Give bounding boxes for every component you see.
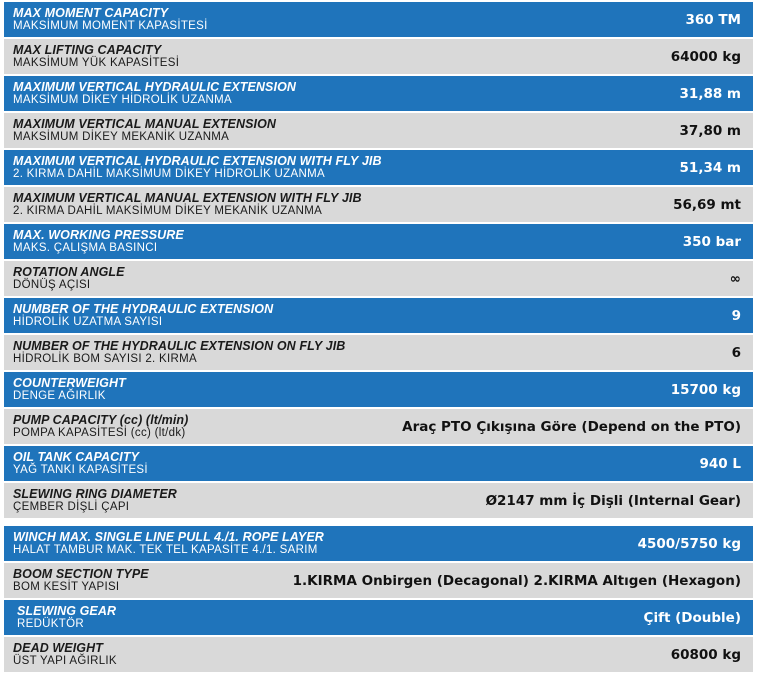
spec-value: 56,69 mt bbox=[673, 196, 741, 213]
spec-name-en: MAXIMUM VERTICAL HYDRAULIC EXTENSION bbox=[13, 79, 297, 94]
spec-name-tr: MAKSİMUM DİKEY MEKANİK UZANMA bbox=[13, 130, 230, 143]
spec-name-en: WINCH MAX. SINGLE LINE PULL 4./1. ROPE LAYER bbox=[13, 529, 324, 544]
spec-row bbox=[4, 150, 753, 185]
spec-label bbox=[13, 451, 148, 477]
spec-value: ∞ bbox=[729, 270, 741, 287]
spec-name-tr: DENGE AĞIRLIK bbox=[13, 389, 106, 402]
spec-row bbox=[4, 446, 753, 481]
spec-name-en: PUMP CAPACITY (cc) (lt/min) bbox=[13, 412, 189, 427]
spec-name-tr: MAKSİMUM MOMENT KAPASİTESİ bbox=[13, 19, 208, 32]
spec-label bbox=[13, 568, 149, 594]
spec-value: Çift (Double) bbox=[643, 609, 741, 626]
spec-name-tr: DÖNÜŞ AÇISI bbox=[13, 278, 91, 291]
spec-row bbox=[4, 409, 753, 444]
spec-label bbox=[13, 642, 117, 668]
spec-row bbox=[4, 335, 753, 370]
spec-value: 31,88 m bbox=[679, 85, 741, 102]
spec-name-en: SLEWING GEAR bbox=[17, 603, 117, 618]
spec-row bbox=[4, 372, 753, 407]
spec-name-en: ROTATION ANGLE bbox=[13, 264, 125, 279]
spec-value: 37,80 m bbox=[679, 122, 741, 139]
spec-row bbox=[4, 39, 753, 74]
spec-name-en: BOOM SECTION TYPE bbox=[13, 566, 149, 581]
spec-name-tr: YAĞ TANKI KAPASİTESİ bbox=[13, 463, 148, 476]
spec-label bbox=[13, 266, 125, 292]
spec-label bbox=[13, 414, 188, 440]
spec-row bbox=[4, 298, 753, 333]
spec-row bbox=[4, 76, 753, 111]
spec-row bbox=[4, 113, 753, 148]
spec-name-tr: REDÜKTÖR bbox=[17, 617, 84, 630]
spec-row bbox=[4, 224, 753, 259]
spec-label bbox=[13, 118, 276, 144]
spec-name-tr: ÇEMBER DİŞLİ ÇAPI bbox=[13, 500, 130, 513]
spec-row bbox=[4, 563, 753, 598]
spec-value: 360 TM bbox=[685, 11, 741, 28]
spec-value: 15700 kg bbox=[670, 381, 741, 398]
spec-label bbox=[13, 192, 362, 218]
spec-label bbox=[13, 605, 116, 631]
spec-name-tr: BOM KESİT YAPISI bbox=[13, 580, 120, 593]
spec-label bbox=[13, 155, 382, 181]
spec-name-en: SLEWING RING DIAMETER bbox=[13, 486, 177, 501]
spec-label bbox=[13, 531, 324, 557]
spec-value: 1.KIRMA Onbirgen (Decagonal) 2.KIRMA Altıgen (Hexagon) bbox=[292, 572, 741, 589]
spec-name-tr: HİDROLİK BOM SAYISI 2. KIRMA bbox=[13, 352, 197, 365]
spec-value: 350 bar bbox=[682, 233, 741, 250]
spec-value: 60800 kg bbox=[670, 646, 741, 663]
spec-name-tr: MAKS. ÇALIŞMA BASINCI bbox=[13, 241, 158, 254]
spec-row bbox=[4, 2, 753, 37]
spec-row bbox=[4, 526, 753, 561]
spec-value: 940 L bbox=[699, 455, 741, 472]
spec-value: 9 bbox=[731, 307, 741, 324]
spec-label bbox=[13, 488, 177, 514]
spec-value: 6 bbox=[731, 344, 741, 361]
spec-name-en: COUNTERWEIGHT bbox=[13, 375, 126, 390]
spec-name-en: MAX. WORKING PRESSURE bbox=[13, 227, 184, 242]
spec-name-en: OIL TANK CAPACITY bbox=[13, 449, 140, 464]
spec-label bbox=[13, 81, 296, 107]
spec-name-en: MAX LIFTING CAPACITY bbox=[13, 42, 162, 57]
spec-row bbox=[4, 261, 753, 296]
spec-label bbox=[13, 229, 184, 255]
spec-value: Ø2147 mm İç Dişli (Internal Gear) bbox=[485, 492, 741, 509]
spec-name-en: MAXIMUM VERTICAL HYDRAULIC EXTENSION WITH FLY JIB bbox=[13, 153, 382, 168]
spec-name-tr: MAKSİMUM DİKEY HİDROLİK UZANMA bbox=[13, 93, 233, 106]
spec-value: 64000 kg bbox=[670, 48, 741, 65]
spec-name-tr: HİDROLİK UZATMA SAYISI bbox=[13, 315, 163, 328]
spec-name-tr: HALAT TAMBUR MAK. TEK TEL KAPASİTE 4./1. SARIM bbox=[13, 543, 318, 556]
spec-name-tr: 2. KIRMA DAHİL MAKSİMUM DİKEY MEKANİK UZANMA bbox=[13, 204, 323, 217]
spec-name-en: DEAD WEIGHT bbox=[13, 640, 103, 655]
spec-name-en: NUMBER OF THE HYDRAULIC EXTENSION ON FLY JIB bbox=[13, 338, 346, 353]
spec-row bbox=[4, 187, 753, 222]
spec-name-en: MAXIMUM VERTICAL MANUAL EXTENSION WITH FLY JIB bbox=[13, 190, 362, 205]
spec-name-en: MAXIMUM VERTICAL MANUAL EXTENSION bbox=[13, 116, 277, 131]
spec-value: Araç PTO Çıkışına Göre (Depend on the PTO) bbox=[402, 418, 741, 435]
spec-label bbox=[13, 303, 273, 329]
spec-value: 51,34 m bbox=[679, 159, 741, 176]
spec-name-tr: ÜST YAPI AĞIRLIK bbox=[13, 654, 117, 667]
spec-row bbox=[4, 483, 753, 518]
spec-label bbox=[13, 7, 208, 33]
spec-label bbox=[13, 377, 126, 403]
spec-name-tr: MAKSİMUM YÜK KAPASİTESİ bbox=[13, 56, 180, 69]
spec-row bbox=[4, 600, 753, 635]
spec-name-tr: 2. KIRMA DAHİL MAKSİMUM DİKEY HİDROLİK UZANMA bbox=[13, 167, 325, 180]
spec-label bbox=[13, 340, 345, 366]
spec-name-en: MAX MOMENT CAPACITY bbox=[13, 5, 169, 20]
spec-row bbox=[4, 637, 753, 672]
spec-name-en: NUMBER OF THE HYDRAULIC EXTENSION bbox=[13, 301, 274, 316]
spec-name-tr: POMPA KAPASİTESİ (cc) (lt/dk) bbox=[13, 426, 186, 439]
spec-value: 4500/5750 kg bbox=[637, 535, 741, 552]
spec-label bbox=[13, 44, 179, 70]
